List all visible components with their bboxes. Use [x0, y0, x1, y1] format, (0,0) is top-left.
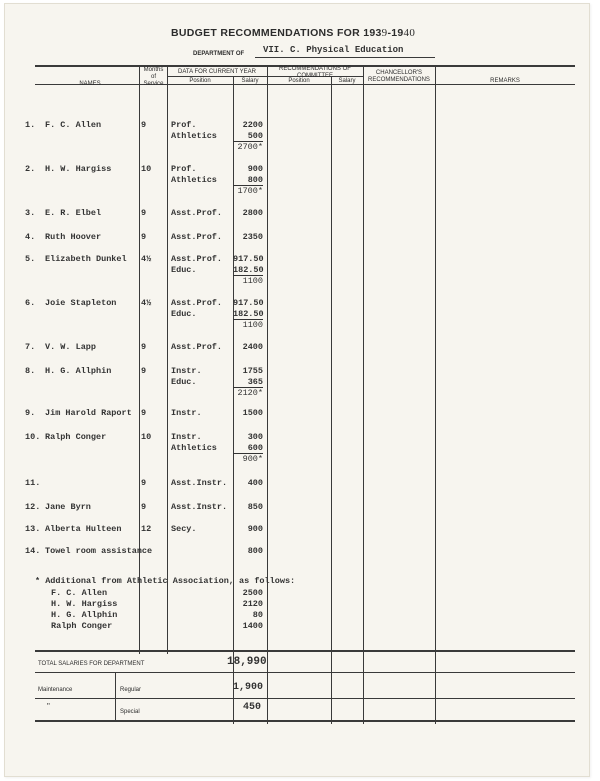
row-salary: 1100	[242, 320, 263, 330]
row-salary: 182.50	[233, 309, 264, 319]
row-salary: 2350	[242, 232, 263, 242]
additional-name: Ralph Conger	[51, 621, 113, 631]
row-position: Asst.Prof.	[171, 254, 223, 264]
header-salary: Salary	[241, 78, 259, 84]
header-remarks: REMARKS	[490, 78, 520, 84]
department-label: DEPARTMENT OF	[193, 51, 245, 57]
row-name: Ralph Conger	[45, 432, 107, 442]
col-divider-committee-position	[331, 76, 332, 724]
row-name: Joie Stapleton	[45, 298, 117, 308]
regular-label: Regular	[120, 687, 142, 693]
row-months: 9	[141, 120, 147, 130]
row-salary: 300	[247, 432, 263, 442]
additional-name: H. W. Hargiss	[51, 599, 118, 609]
additional-name: F. C. Allen	[51, 588, 108, 598]
row-salary: 2700*	[237, 142, 263, 152]
row-salary: 800	[233, 175, 263, 186]
row-name: Jim Harold Raport	[45, 408, 132, 418]
additional-amount: 80	[252, 610, 263, 620]
row-number: 6.	[25, 298, 36, 308]
header-position: Position	[189, 78, 211, 84]
row-position: Prof.	[171, 120, 197, 130]
row-position: Instr.	[171, 408, 202, 418]
row-salary: 1700*	[237, 186, 263, 196]
col-divider-committee-salary	[363, 66, 364, 724]
row-number: 1.	[25, 120, 36, 130]
row-months: 9	[141, 408, 147, 418]
row-name: Elizabeth Dunkel	[45, 254, 127, 264]
row-number: 9.	[25, 408, 36, 418]
row-position: Athletics	[171, 443, 217, 453]
row-position: Asst.Instr.	[171, 502, 228, 512]
row-name: Alberta Hulteen	[45, 524, 122, 534]
row-salary: 1100	[242, 276, 263, 286]
row-salary: 900	[247, 164, 263, 174]
row-number: 10.	[25, 432, 41, 442]
maintenance-label: Maintenance	[38, 687, 73, 693]
total-salaries-label: TOTAL SALARIES FOR DEPARTMENT	[38, 661, 145, 667]
header-months-line2: of	[150, 74, 156, 80]
row-salary: 850	[247, 502, 263, 512]
row-number: 13.	[25, 524, 41, 534]
row-salary: 917.50	[233, 298, 264, 308]
special-value: 450	[243, 702, 262, 713]
row-position: Athletics	[171, 131, 217, 141]
row-number: 14.	[25, 546, 41, 556]
additional-amount: 1400	[242, 621, 263, 631]
row-name: F. C. Allen	[45, 120, 102, 130]
form-title	[171, 27, 415, 39]
header-months-line3: Service	[143, 81, 164, 87]
totals-bottom-border	[35, 672, 575, 673]
ditto-mark: "	[47, 702, 50, 711]
row-months: 10	[141, 432, 152, 442]
row-number: 3.	[25, 208, 36, 218]
year-end-handwritten: 40	[403, 27, 416, 39]
row-name: Jane Byrn	[45, 502, 91, 512]
row-months: 4½	[141, 298, 152, 308]
row-months: 9	[141, 366, 147, 376]
row-name: V. W. Lapp	[45, 342, 97, 352]
row-position: Asst.Instr.	[171, 478, 228, 488]
maintenance-col-divider	[115, 673, 116, 721]
row-salary: 600	[233, 443, 263, 454]
row-position: Educ.	[171, 309, 197, 319]
header-current-year: DATA FOR CURRENT YEAR	[178, 69, 256, 75]
row-position: Secy.	[171, 524, 197, 534]
title-text: BUDGET RECOMMENDATIONS FOR 193	[171, 27, 382, 39]
col-divider-chancellor	[435, 66, 436, 724]
row-number: 4.	[25, 232, 36, 242]
totals-top-border	[35, 650, 575, 652]
department-name: VII. C. Physical Education	[263, 45, 404, 55]
header-committee-line1: RECOMMENDATIONS OF	[279, 66, 351, 72]
additional-name: H. G. Allphin	[51, 610, 118, 620]
additional-heading: * Additional from Athletic Association, as follows:	[35, 576, 296, 586]
row-name: H. G. Allphin	[45, 366, 112, 376]
budget-form-sheet	[4, 3, 590, 777]
row-months: 9	[141, 478, 147, 488]
row-salary: 2400	[242, 342, 263, 352]
row-salary: 400	[247, 478, 263, 488]
row-number: 5.	[25, 254, 36, 264]
row-position: Asst.Prof.	[171, 232, 223, 242]
row-number: 11.	[25, 478, 41, 488]
row-salary: 2800	[242, 208, 263, 218]
row-number: 8.	[25, 366, 36, 376]
row-position: Instr.	[171, 366, 202, 376]
row-months: 4½	[141, 254, 152, 264]
row-position: Educ.	[171, 377, 197, 387]
col-divider-names	[139, 66, 140, 654]
header-chancellor	[363, 70, 435, 84]
row-position: Prof.	[171, 164, 197, 174]
row-number: 12.	[25, 502, 41, 512]
row-name: H. W. Hargiss	[45, 164, 112, 174]
header-committee-salary: Salary	[338, 78, 356, 84]
header-chancellor-line2: RECOMMENDATIONS	[368, 77, 430, 83]
header-names: NAMES	[79, 81, 101, 87]
row-name: Towel room assistance	[45, 546, 153, 556]
row-number: 7.	[25, 342, 36, 352]
row-position: Asst.Prof.	[171, 342, 223, 352]
row-position: Educ.	[171, 265, 197, 275]
row-position: Athletics	[171, 175, 217, 185]
year-separator: -19	[387, 27, 404, 39]
row-salary: 900*	[242, 454, 263, 464]
row-months: 10	[141, 164, 152, 174]
row-salary: 1500	[242, 408, 263, 418]
row-name: E. R. Elbel	[45, 208, 102, 218]
regular-value: 1,900	[233, 682, 264, 693]
header-committee-line2: COMMITTEE	[297, 73, 333, 79]
row-position: Asst.Prof.	[171, 208, 223, 218]
row-salary: 2200	[242, 120, 263, 130]
total-salaries-value: 18,990	[227, 656, 267, 668]
col-divider-months	[167, 66, 168, 654]
row-position: Instr.	[171, 432, 202, 442]
row-months: 9	[141, 342, 147, 352]
row-salary: 2120*	[237, 388, 263, 398]
additional-amount: 2120	[242, 599, 263, 609]
department-underline	[255, 57, 435, 58]
col-divider-salary	[267, 66, 268, 724]
row-salary: 900	[247, 524, 263, 534]
row-salary: 500	[233, 131, 263, 142]
row-salary: 1755	[242, 366, 263, 376]
year-start-handwritten: 9	[381, 27, 388, 39]
header-chancellor-line1: CHANCELLOR'S	[375, 70, 423, 76]
header-months-line1: Months	[143, 67, 164, 73]
row-salary: 800	[247, 546, 263, 556]
row-number: 2.	[25, 164, 36, 174]
row-salary: 365	[233, 377, 263, 388]
row-salary: 182.50	[233, 265, 264, 275]
row-months: 9	[141, 502, 147, 512]
row-salary: 917.50	[233, 254, 264, 264]
special-label: Special	[120, 709, 140, 715]
row-months: 12	[141, 524, 152, 534]
row-months: 9	[141, 232, 147, 242]
table-bottom-border	[35, 720, 575, 722]
row-name: Ruth Hoover	[45, 232, 102, 242]
row-months: 9	[141, 208, 147, 218]
additional-amount: 2500	[242, 588, 263, 598]
row-position: Asst.Prof.	[171, 298, 223, 308]
maintenance-row-border	[35, 698, 575, 699]
header-committee-position: Position	[288, 78, 310, 84]
header-months	[139, 67, 168, 88]
